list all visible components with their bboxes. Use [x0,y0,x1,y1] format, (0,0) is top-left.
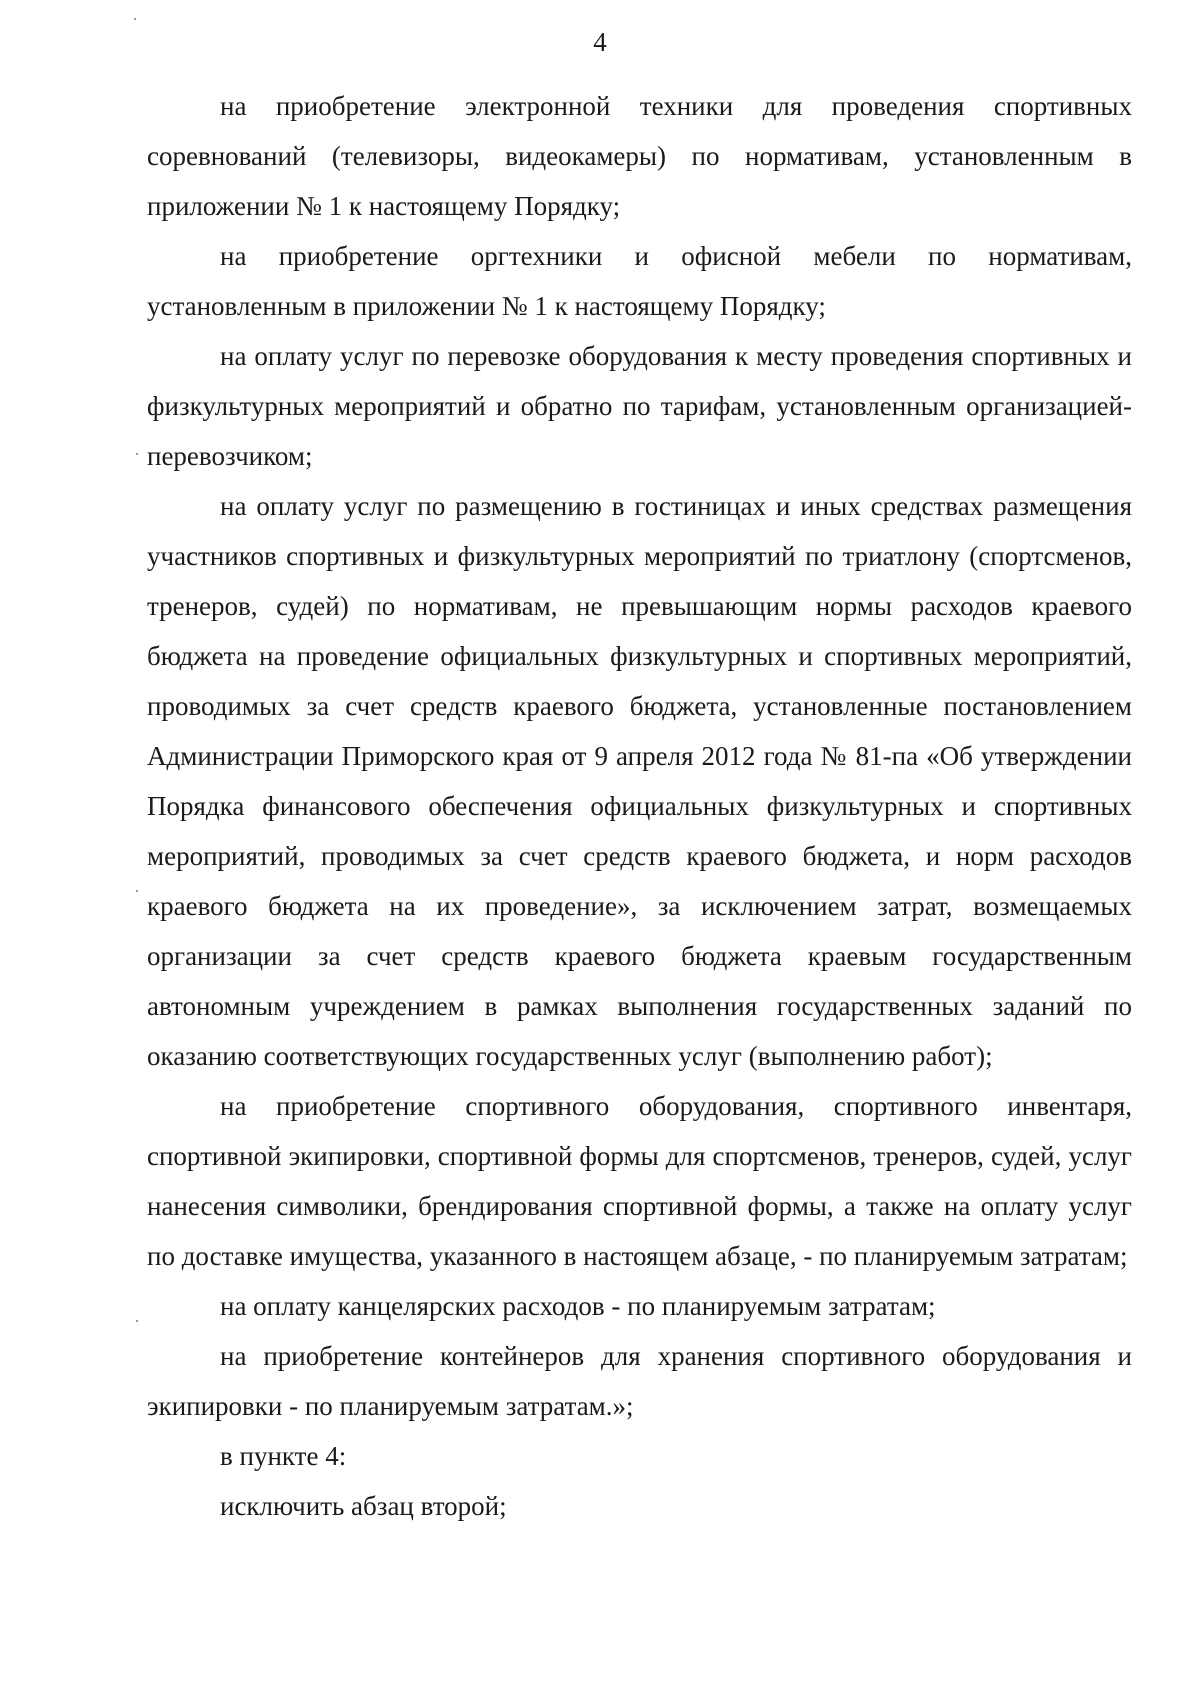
paragraph-exclude: исключить абзац второй; [220,1491,507,1521]
paragraph-point-4: в пункте 4: [220,1441,347,1471]
paragraph-office-equipment: на приобретение оргтехники и офисной мебели по нормативам, установленным в приложении № 1 к настоящему Порядку; [147,241,1132,321]
document-body [147,81,1132,1531]
paragraph-containers: на приобретение контейнеров для хранения спортивного оборудования и экипировки - по планируемым затратам.»; [147,1341,1132,1421]
paragraph-accommodation: на оплату услуг по размещению в гостиницах и иных средствах размещения участников спортивных и физкультурных мероприятий по триатлону (спортсменов, тренеров, судей) по нормативам, не превышающим нормы расходов краевого бюджета на проведение официальных физкультурных и спортивных мероприятий, проводимых за счет средств краевого бюджета, установленные постановлением Администрации Приморского края от 9 апреля 2012 года № 81-па «Об утверждении Порядка финансового обеспечения официальных физкультурных и спортивных мероприятий, проводимых за счет средств краевого бюджета, и норм расходов краевого бюджета на их проведение», за исключением затрат, возмещаемых организации за счет средств краевого бюджета краевым государственным автономным учреждением в рамках выполнения государственных заданий по оказанию соответствующих государственных услуг (выполнению работ); [147,491,1132,1071]
scan-dot [136,890,138,892]
paragraph-sports-equipment: на приобретение спортивного оборудования, спортивного инвентаря, спортивной экипировки, спортивной формы для спортсменов, тренеров, судей, услуг нанесения символики, брендирования спортивной формы, а также на оплату услуг по доставке имущества, указанного в настоящем абзаце, - по планируемым затратам; [147,1091,1132,1271]
paragraph-stationery: на оплату канцелярских расходов - по планируемым затратам; [220,1291,936,1321]
paragraph-transport: на оплату услуг по перевозке оборудования к месту проведения спортивных и физкультурных мероприятий и обратно по тарифам, установленным организацией-перевозчиком; [147,341,1132,471]
page-number: 4 [593,27,607,57]
scan-dot [134,18,136,20]
paragraph-electronics: на приобретение электронной техники для проведения спортивных соревнований (телевизоры, видеокамеры) по нормативам, установленным в приложении № 1 к настоящему Порядку; [147,91,1132,221]
scan-dot [136,453,138,455]
scan-dot [136,1320,138,1322]
